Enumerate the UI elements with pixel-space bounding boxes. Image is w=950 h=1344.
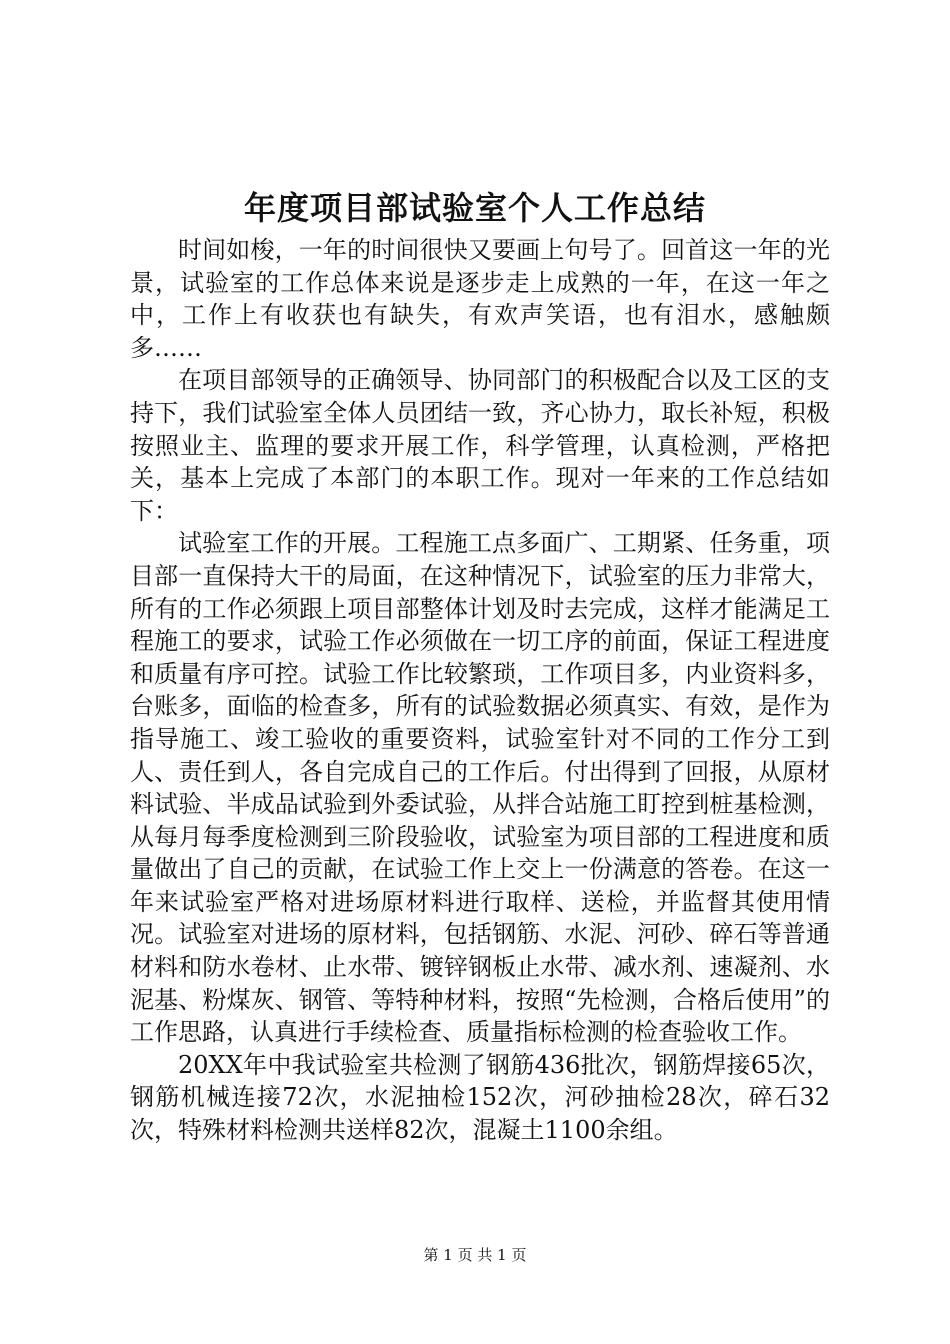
paragraph-lab-work: 试验室工作的开展。工程施工点多面广、工期紧、任务重，项目部一直保持大干的局面，在这种情况下，试验室的压力非常大，所有的工作必须跟上项目部整体计划及时去完成，这样才能满足工程施工的要求，试验工作必须做在一切工序的前面，保证工程进度和质量有序可控。试验工作比较繁琐，工作项目多，内业资料多，台账多，面临的检查多，所有的试验数据必须真实、有效，是作为指导施工、竣工验收的重要资料，试验室针对不同的工作分工到人、责任到人，各自完成自己的工作后。付出得到了回报，从原材料试验、半成品试验到外委试验，从拌合站施工盯控到桩基检测，从每月每季度检测到三阶段验收，试验室为项目部的工程进度和质量做出了自己的贡献，在试验工作上交上一份满意的答卷。在这一年来试验室严格对进场原材料进行取样、送检，并监督其使用情况。试验室对进场的原材料，包括钢筋、水泥、河砂、碎石等普通材料和防水卷材、止水带、镀锌钢板止水带、减水剂、速凝剂、水泥基、粉煤灰、钢管、等特种材料，按照“先检测，合格后使用”的工作思路，认真进行手续检查、质量指标检测的检查验收工作。 [130,529,830,1047]
paragraph-statistics: 20XX年中我试验室共检测了钢筋436批次，钢筋焊接65次，钢筋机械连接72次，水泥抽检152次，河砂抽检28次，碎石32次，特殊材料检测共送样82次，混凝土1100余组。 [130,1050,830,1145]
page-footer: 第 1 页 共 1 页 [423,1246,527,1264]
document-title: 年度项目部试验室个人工作总结 [243,189,706,227]
paragraph-overview: 在项目部领导的正确领导、协同部门的积极配合以及工区的支持下，我们试验室全体人员团结一致，齐心协力，取长补短，积极按照业主、监理的要求开展工作，科学管理，认真检测，严格把关，基本上完成了本部门的本职工作。现对一年来的工作总结如下： [130,366,830,525]
document-body [130,234,830,1147]
paragraph-intro: 时间如梭，一年的时间很快又要画上句号了。回首这一年的光景，试验室的工作总体来说是逐步走上成熟的一年，在这一年之中，工作上有收获也有缺失，有欢声笑语，也有泪水，感触颇多…… [130,236,830,362]
